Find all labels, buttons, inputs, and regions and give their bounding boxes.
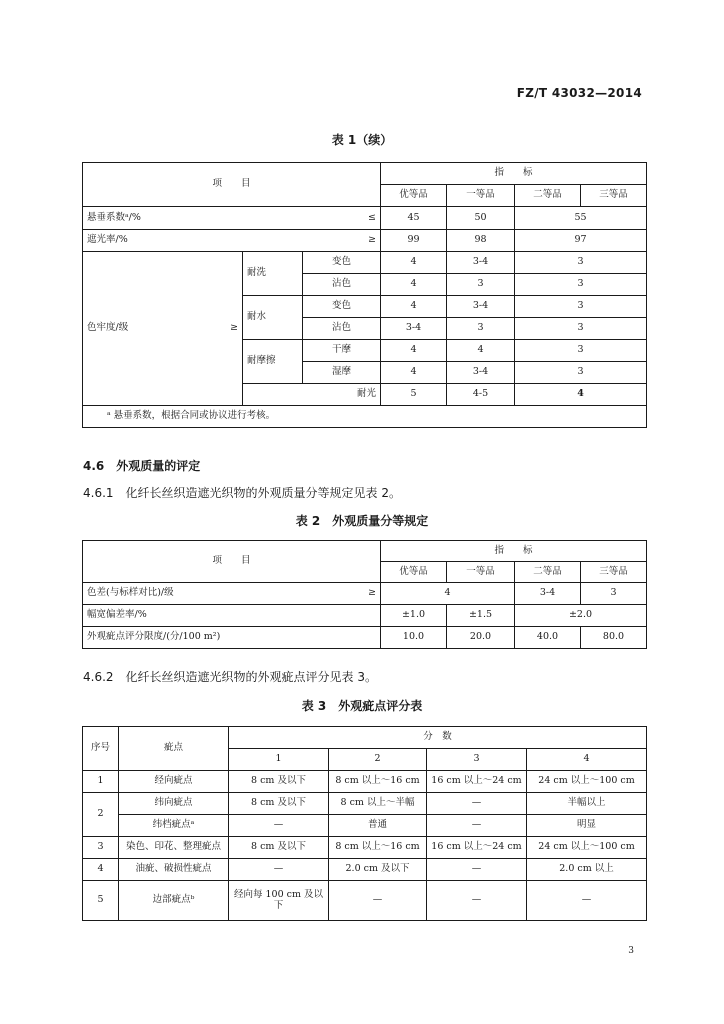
table-cell: —: [427, 881, 527, 921]
table-cell: 4: [515, 384, 647, 406]
colorfast-row-label: 色牢度/级 ≥: [83, 252, 243, 406]
table-cell: —: [427, 793, 527, 815]
table1: [82, 162, 647, 428]
table2-item-header: 项 目: [83, 541, 381, 583]
table-cell: 耐光: [243, 384, 381, 406]
page-number: 3: [628, 946, 634, 956]
section-4-6-1-text: 4.6.1 化纤长丝织造遮光织物的外观质量分等规定见表 2。: [83, 486, 401, 500]
table3-defect-header: 疵点: [119, 727, 229, 771]
table-cell: 4: [381, 362, 447, 384]
table-cell: 4: [381, 340, 447, 362]
color-diff-row-label: 色差(与标样对比)/级 ≥: [83, 583, 381, 605]
table-cell: 8 cm 及以下: [229, 793, 329, 815]
table-cell: 97: [515, 230, 647, 252]
table-cell: 变色: [303, 296, 381, 318]
table-cell: 耐洗: [243, 252, 303, 296]
section-4-6-2-text: 4.6.2 化纤长丝织造遮光织物的外观疵点评分见表 3。: [83, 670, 377, 684]
table-cell: 纬档疵点ᵃ: [119, 815, 229, 837]
table-cell: —: [229, 859, 329, 881]
table-cell: 8 cm 以上～16 cm: [329, 837, 427, 859]
table-cell: 24 cm 以上～100 cm: [527, 771, 647, 793]
table-cell: 4: [381, 274, 447, 296]
table-cell: 耐水: [243, 296, 303, 340]
table-cell: 4: [83, 859, 119, 881]
table-cell: 3: [515, 362, 647, 384]
table-cell: ±2.0: [515, 605, 647, 627]
table-cell: 油疵、破损性疵点: [119, 859, 229, 881]
table-cell: 16 cm 以上～24 cm: [427, 837, 527, 859]
table-cell: 3: [515, 318, 647, 340]
table-cell: 沾色: [303, 318, 381, 340]
table-cell: 沾色: [303, 274, 381, 296]
table1-indicator-header: 指 标: [381, 163, 647, 185]
shading-row-label: 遮光率/% ≥: [83, 230, 381, 252]
table-cell: 10.0: [381, 627, 447, 649]
table-cell: 3: [447, 274, 515, 296]
table-cell: ±1.0: [381, 605, 447, 627]
table-cell: 经向疵点: [119, 771, 229, 793]
table-cell: 55: [515, 207, 647, 230]
table-cell: 3: [515, 296, 647, 318]
table3-score-header: 分 数: [229, 727, 647, 749]
table-cell: —: [229, 815, 329, 837]
table-cell: 2: [83, 793, 119, 837]
table-cell: 明显: [527, 815, 647, 837]
table-cell: 3: [83, 837, 119, 859]
table-cell: 4: [381, 583, 515, 605]
table-cell: 99: [381, 230, 447, 252]
table-cell: 20.0: [447, 627, 515, 649]
table-cell: 3: [515, 274, 647, 296]
standard-code: FZ/T 43032—2014: [516, 86, 642, 100]
table3: [82, 726, 647, 921]
table3-score-4: 4: [527, 749, 647, 771]
table-cell: 4: [381, 296, 447, 318]
table-cell: 4: [381, 252, 447, 274]
table-cell: 1: [83, 771, 119, 793]
table1-note: ᵃ 悬垂系数，根据合同或协议进行考核。: [83, 406, 647, 428]
table-cell: 8 cm 及以下: [229, 771, 329, 793]
table1-item-header: 项 目: [83, 163, 381, 207]
table-cell: 干摩: [303, 340, 381, 362]
table-cell: 24 cm 以上～100 cm: [527, 837, 647, 859]
table-cell: 半幅以上: [527, 793, 647, 815]
table-cell: 80.0: [581, 627, 647, 649]
table2-grade-2: 一等品: [447, 562, 515, 583]
table-cell: 8 cm 以上～16 cm: [329, 771, 427, 793]
table2: [82, 540, 647, 649]
table-cell: 5: [381, 384, 447, 406]
table-cell: 3-4: [447, 362, 515, 384]
table3-score-1: 1: [229, 749, 329, 771]
table-cell: —: [427, 859, 527, 881]
table-cell: 3-4: [381, 318, 447, 340]
table1-grade-4: 三等品: [581, 185, 647, 207]
table3-score-3: 3: [427, 749, 527, 771]
table-cell: 4-5: [447, 384, 515, 406]
table-cell: 98: [447, 230, 515, 252]
table-cell: 40.0: [515, 627, 581, 649]
table-cell: 湿摩: [303, 362, 381, 384]
table3-score-2: 2: [329, 749, 427, 771]
table2-grade-4: 三等品: [581, 562, 647, 583]
table-cell: 3: [515, 252, 647, 274]
table-cell: —: [329, 881, 427, 921]
table-cell: 3: [581, 583, 647, 605]
table-cell: 4: [447, 340, 515, 362]
table-cell: 2.0 cm 以上: [527, 859, 647, 881]
table2-grade-1: 优等品: [381, 562, 447, 583]
table-cell: —: [427, 815, 527, 837]
table-cell: 50: [447, 207, 515, 230]
table2-indicator-header: 指 标: [381, 541, 647, 562]
table-cell: 普通: [329, 815, 427, 837]
table-cell: 3: [447, 318, 515, 340]
table1-grade-1: 优等品: [381, 185, 447, 207]
table3-no-header: 序号: [83, 727, 119, 771]
table-cell: 16 cm 以上～24 cm: [427, 771, 527, 793]
table3-caption: 表 3 外观疵点评分表: [301, 699, 423, 713]
drape-row-label: 悬垂系数ᵃ/% ≤: [83, 207, 381, 230]
table-cell: 纬向疵点: [119, 793, 229, 815]
table-cell: 变色: [303, 252, 381, 274]
table-cell: 45: [381, 207, 447, 230]
table-cell: 3: [515, 340, 647, 362]
table-cell: 2.0 cm 及以下: [329, 859, 427, 881]
section-4-6-title: 4.6 外观质量的评定: [83, 459, 201, 473]
table-cell: 经向每 100 cm 及以下: [229, 881, 329, 921]
table-cell: 8 cm 及以下: [229, 837, 329, 859]
table-cell: 耐摩擦: [243, 340, 303, 384]
width-dev-row-label: 幅宽偏差率/%: [83, 605, 381, 627]
table1-grade-3: 二等品: [515, 185, 581, 207]
defect-limit-row-label: 外观疵点评分限度/(分/100 m²): [83, 627, 381, 649]
table1-grade-2: 一等品: [447, 185, 515, 207]
table-cell: 染色、印花、整理疵点: [119, 837, 229, 859]
table-cell: 3-4: [515, 583, 581, 605]
table-cell: 5: [83, 881, 119, 921]
table-cell: ±1.5: [447, 605, 515, 627]
table2-caption: 表 2 外观质量分等规定: [295, 514, 429, 528]
table-cell: —: [527, 881, 647, 921]
table-cell: 3-4: [447, 296, 515, 318]
table1-caption: 表 1（续）: [331, 133, 393, 147]
table-cell: 边部疵点ᵇ: [119, 881, 229, 921]
table-cell: 3-4: [447, 252, 515, 274]
table2-grade-3: 二等品: [515, 562, 581, 583]
table-cell: 8 cm 以上～半幅: [329, 793, 427, 815]
